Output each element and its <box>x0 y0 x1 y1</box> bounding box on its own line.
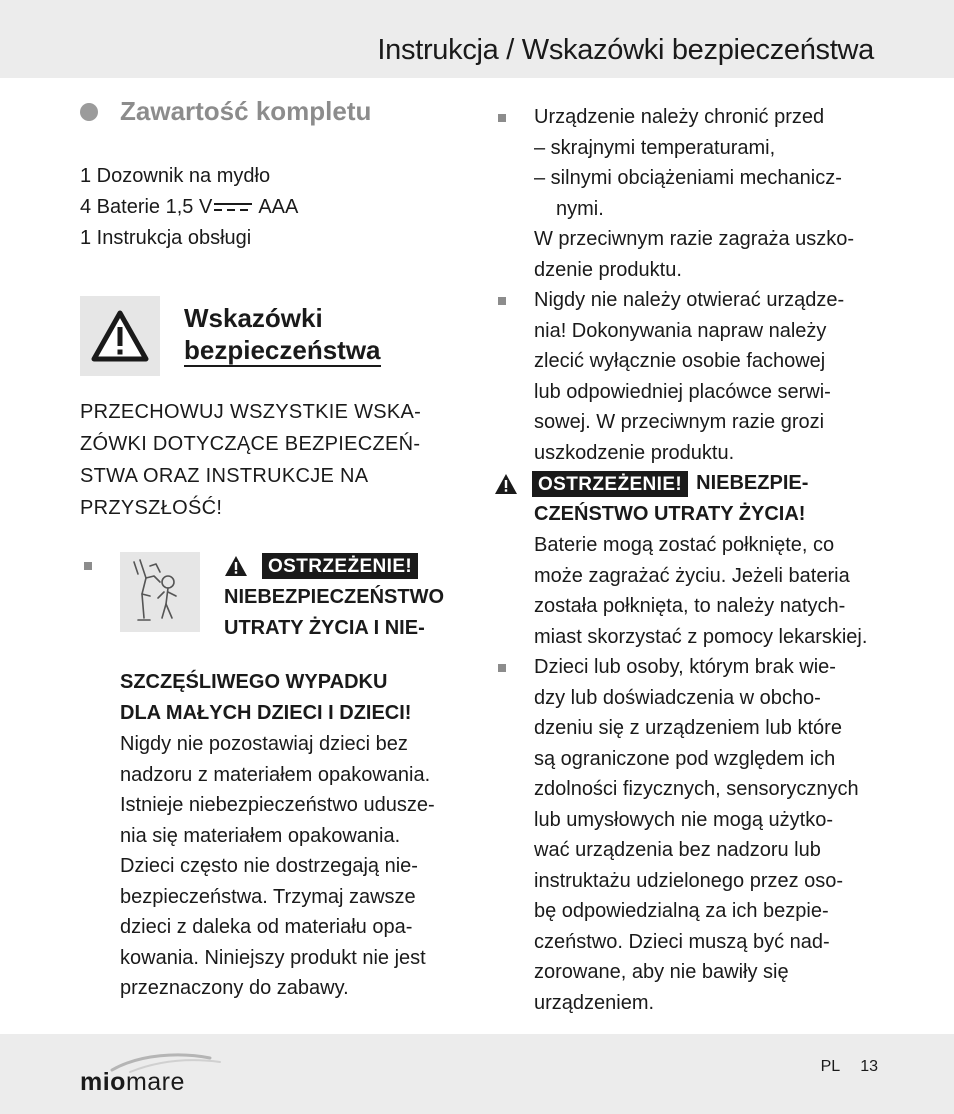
body-line: nadzoru z materiałem opakowania. <box>120 763 431 786</box>
body-line: zlecić wyłącznie osobie fachowej <box>534 350 826 372</box>
body-line: bezpieczeństwa. Trzymaj zawsze <box>120 885 416 908</box>
body-line: bę odpowiedzialną za ich bezpie- <box>534 900 829 922</box>
child-with-packaging-icon <box>120 552 200 632</box>
warning-triangle-icon <box>80 296 160 376</box>
logo-text <box>80 1068 185 1097</box>
safety-title-line: Wskazówki <box>184 303 323 333</box>
warning-badge: OSTRZEŻENIE! <box>262 553 418 579</box>
body-line: została połknięta, to należy natych- <box>534 595 846 617</box>
contents-heading <box>80 96 470 127</box>
warning-badge-row <box>224 552 484 580</box>
square-bullet-icon <box>498 297 506 305</box>
warning-head-line: NIEBEZPIE- <box>696 472 809 494</box>
contents-list <box>80 161 470 254</box>
body-line: uszkodzenie produktu. <box>534 441 735 464</box>
page-title: Instrukcja / Wskazówki bezpieczeństwa <box>377 34 874 66</box>
contents-item: 1 Instrukcja obsługi <box>80 227 252 249</box>
notice-line: PRZYSZŁOŚĆ! <box>80 497 223 519</box>
body-line: miast skorzystać z pomocy lekarskiej. <box>534 625 868 648</box>
contents-item: 1 Dozownik na mydło <box>80 165 271 187</box>
body-line: – silnymi obciążeniami mechanicz- <box>534 167 842 189</box>
body-line: – skrajnymi temperaturami, <box>534 136 776 159</box>
body-line: zorowane, aby nie bawiły się <box>534 961 789 983</box>
square-bullet-icon <box>498 114 506 122</box>
warning-triangle-icon <box>494 473 518 495</box>
body-line: sowej. W przeciwnym razie grozi <box>534 411 825 433</box>
dc-voltage-symbol-icon <box>214 201 252 215</box>
warning-body <box>120 729 470 1004</box>
right-column <box>494 102 884 1018</box>
body-line: może zagrażać życiu. Jeżeli bateria <box>534 564 850 587</box>
brand-logo <box>80 1050 210 1100</box>
body-line: W przeciwnym razie zagraża uszko- <box>534 228 855 250</box>
body-line: nymi. <box>556 197 604 220</box>
body-line: Nigdy nie pozostawiaj dzieci bez <box>120 733 408 755</box>
contents-item-text: 4 Baterie 1,5 V <box>80 196 213 218</box>
contents-title: Zawartość kompletu <box>120 96 372 126</box>
warning-bold-line: SZCZĘŚLIWEGO WYPADKU <box>120 671 388 693</box>
safety-title-line: bezpieczeństwa <box>184 335 381 365</box>
warning-heading <box>224 552 484 644</box>
warning-badge: OSTRZEŻENIE! <box>532 471 688 497</box>
left-column <box>80 96 470 1004</box>
list-item <box>494 102 884 285</box>
warning-block <box>120 552 470 667</box>
logo-text-bold: mio <box>80 1068 126 1096</box>
square-bullet-icon <box>84 562 92 570</box>
contents-item-text: AAA <box>258 196 299 218</box>
language-code: PL <box>820 1058 841 1075</box>
page-number <box>821 1058 878 1076</box>
warning-badge-row <box>494 468 884 499</box>
body-line: Urządzenie należy chronić przed <box>534 106 825 128</box>
body-line: lub odpowiedniej placówce serwi- <box>534 380 831 403</box>
body-line: czeństwo. Dzieci muszą być nad- <box>534 930 830 953</box>
body-line: Dzieci często nie dostrzegają nie- <box>120 855 418 877</box>
body-line: dzy lub doświadczenia w obcho- <box>534 686 821 709</box>
warning-bold-line: DLA MAŁYCH DZIECI I DZIECI! <box>120 702 412 724</box>
warning-head-line: CZEŃSTWO UTRATY ŻYCIA! <box>534 503 806 525</box>
list-item <box>494 652 884 1018</box>
body-line: są ograniczone pod względem ich <box>534 747 836 770</box>
body-line: dzieci z daleka od materiału opa- <box>120 916 413 938</box>
page-number-value: 13 <box>860 1058 878 1075</box>
square-bullet-icon <box>498 664 506 672</box>
contents-item <box>80 192 470 223</box>
body-line: Dzieci lub osoby, którym brak wie- <box>534 656 836 678</box>
body-line: instruktażu udzielonego przez oso- <box>534 869 844 892</box>
body-line: lub umysłowych nie mogą użytko- <box>534 808 834 831</box>
body-line: Nigdy nie należy otwierać urządze- <box>534 289 845 311</box>
body-line: Baterie mogą zostać połknięte, co <box>534 534 835 556</box>
body-line: urządzeniem. <box>534 991 655 1014</box>
body-line: zdolności fizycznych, sensorycznych <box>534 778 859 800</box>
body-line: kowania. Niniejszy produkt nie jest <box>120 946 426 969</box>
safety-heading <box>80 296 470 376</box>
safety-title <box>184 302 381 366</box>
list-item <box>80 552 470 1004</box>
body-line: wać urządzenia bez nadzoru lub <box>534 839 821 861</box>
body-line: nia! Dokonywania napraw należy <box>534 319 827 342</box>
body-line: nia się materiałem opakowania. <box>120 824 401 847</box>
list-item <box>494 285 884 468</box>
body-line: przeznaczony do zabawy. <box>120 977 349 999</box>
body-line: Istnieje niebezpieczeństwo udusze- <box>120 794 435 816</box>
body-line: dzeniu się z urządzeniem lub które <box>534 717 842 739</box>
warning-head-line: UTRATY ŻYCIA I NIE- <box>224 617 425 639</box>
warning-head-line: NIEBEZPIECZEŃSTWO <box>224 586 445 608</box>
notice-line: ZÓWKI DOTYCZĄCE BEZPIECZEŃ- <box>80 433 421 455</box>
list-item <box>494 468 884 652</box>
section-bullet-icon <box>80 103 98 121</box>
page-header <box>0 0 954 78</box>
warning-triangle-icon <box>224 555 248 577</box>
logo-text-regular: mare <box>125 1068 185 1096</box>
notice-line: PRZECHOWUJ WSZYSTKIE WSKA- <box>80 401 422 423</box>
notice-line: STWA ORAZ INSTRUKCJE NA <box>80 465 369 487</box>
body-line: dzenie produktu. <box>534 258 682 281</box>
safety-notice <box>80 396 470 524</box>
